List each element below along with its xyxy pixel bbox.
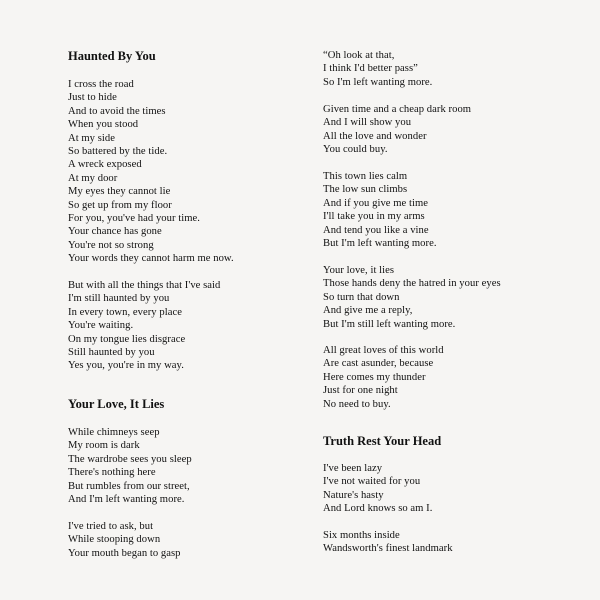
stanza — [323, 264, 501, 331]
lyric-line: And Lord knows so am I. — [323, 503, 433, 515]
lyric-line: You're not so strong — [68, 239, 154, 251]
lyric-line: When you stood — [68, 119, 139, 131]
lyric-line: Your words they cannot harm me now. — [68, 253, 234, 265]
lyric-line: My eyes they cannot lie — [68, 186, 171, 198]
lyric-line: No need to buy. — [323, 398, 391, 410]
lyric-line: At my door — [68, 172, 118, 184]
lyric-line: And to avoid the times — [68, 105, 166, 117]
song-title-haunted-by-you: Haunted By You — [68, 49, 156, 63]
lyric-line: Given time and a cheap dark room — [323, 104, 472, 115]
lyric-line: But I'm left wanting more. — [323, 238, 437, 250]
lyric-line: Just to hide — [68, 92, 117, 104]
lyric-line: Are cast asunder, because — [323, 358, 434, 370]
lyric-line: Just for one night — [323, 385, 398, 397]
lyric-line: I've not waited for you — [323, 476, 421, 488]
lyric-line: All great loves of this world — [323, 345, 444, 356]
lyric-line: I think I'd better pass” — [323, 63, 418, 75]
lyric-line: You're waiting. — [68, 320, 134, 332]
stanza — [323, 529, 453, 556]
lyric-line: While stooping down — [68, 534, 161, 546]
lyric-line: And tend you like a vine — [323, 224, 429, 236]
lyric-line: Wandsworth's finest landmark — [323, 543, 453, 555]
stanza — [323, 103, 471, 157]
lyric-line: I'll take you in my arms — [323, 211, 425, 223]
stanza — [68, 426, 192, 506]
lyric-line: Still haunted by you — [68, 347, 155, 359]
lyric-line: Those hands deny the hatred in your eyes — [323, 278, 501, 290]
lyric-line: Your mouth began to gasp — [68, 547, 181, 559]
lyric-line: And I will show you — [323, 117, 412, 129]
song-title-truth-rest-your-head: Truth Rest Your Head — [323, 434, 442, 448]
lyric-line: “Oh look at that, — [323, 50, 395, 61]
lyric-line: You could buy. — [323, 144, 388, 156]
lyric-line: There's nothing here — [68, 467, 156, 479]
lyric-line: Yes you, you're in my way. — [68, 360, 184, 372]
stanza — [68, 78, 234, 266]
lyric-line: Here comes my thunder — [323, 371, 426, 383]
lyric-line: So get up from my floor — [68, 199, 172, 211]
lyric-line: In every town, every place — [68, 306, 182, 318]
lyric-line: While chimneys seep — [68, 427, 160, 438]
lyric-line: And give me a reply, — [323, 305, 413, 317]
lyric-line: A wreck exposed — [68, 159, 142, 171]
stanza — [323, 49, 432, 89]
lyric-line: On my tongue lies disgrace — [68, 333, 186, 345]
lyric-line: The wardrobe sees you sleep — [68, 453, 192, 465]
lyric-line: I've tried to ask, but — [68, 521, 154, 532]
lyric-line: Six months inside — [323, 530, 400, 541]
lyric-line: But I'm still left wanting more. — [323, 318, 456, 330]
lyric-line: I've been lazy — [323, 463, 383, 474]
stanza — [323, 344, 444, 411]
stanza — [323, 170, 437, 250]
lyric-line: But rumbles from our street, — [68, 480, 190, 492]
lyric-line: My room is dark — [68, 440, 140, 452]
lyric-line: For you, you've had your time. — [68, 213, 200, 225]
lyric-line: Nature's hasty — [323, 489, 384, 501]
lyric-line: Your love, it lies — [323, 265, 395, 276]
lyric-line: Your chance has gone — [68, 226, 162, 238]
stanza — [68, 520, 181, 560]
lyric-line: So battered by the tide. — [68, 146, 168, 158]
lyric-line: The low sun climbs — [323, 184, 408, 196]
lyric-line: So I'm left wanting more. — [323, 76, 433, 88]
song-title-your-love-it-lies: Your Love, It Lies — [68, 397, 165, 411]
lyric-line: And if you give me time — [323, 197, 429, 209]
lyric-line: All the love and wonder — [323, 130, 427, 142]
lyric-line: I cross the road — [68, 79, 134, 90]
lyric-line: I'm still haunted by you — [68, 293, 170, 305]
stanza — [323, 462, 432, 516]
lyric-line: So turn that down — [323, 291, 400, 303]
lyric-line: And I'm left wanting more. — [68, 494, 185, 506]
lyric-line: At my side — [68, 132, 115, 144]
lyric-line: But with all the things that I've said — [68, 280, 221, 291]
lyric-line: This town lies calm — [323, 171, 408, 182]
stanza — [68, 279, 220, 373]
